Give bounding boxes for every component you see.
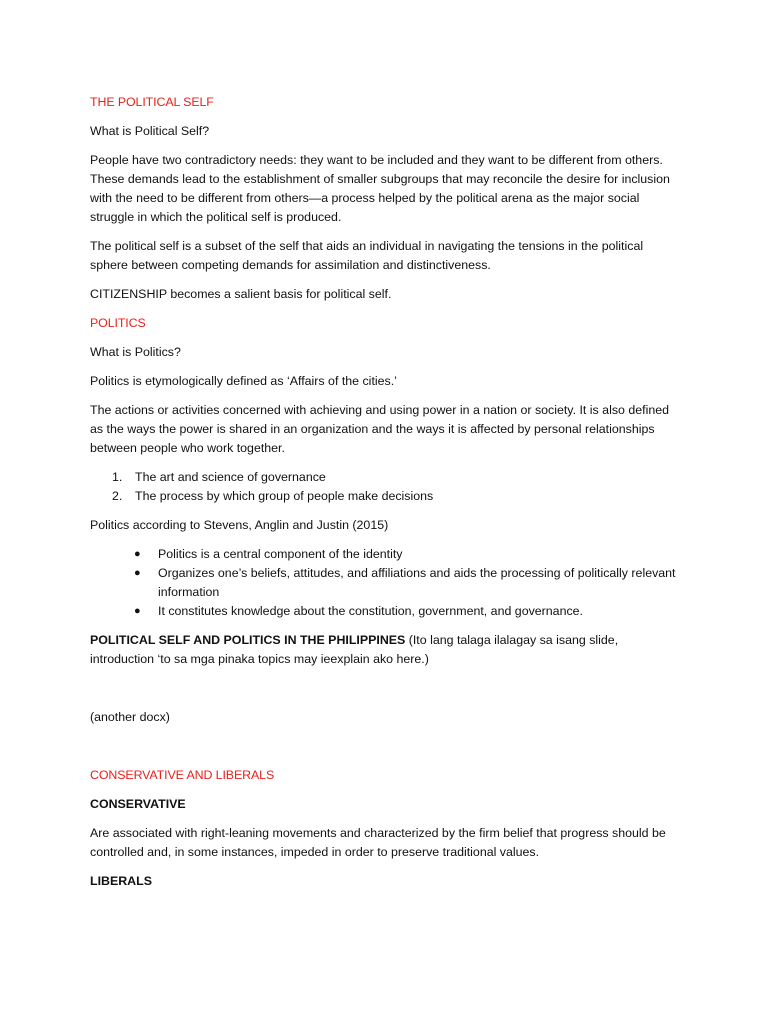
paragraph-political-self-philippines [90,631,678,669]
list-item-text: Politics is a central component of the identity [158,547,403,561]
list-item-text: The art and science of governance [135,470,326,484]
note-text: (Ito lang talaga ilalagay sa isang slide, introduction ‘to sa mga pinaka topics may ieexplain ako here.) [90,633,619,666]
paragraph-contradictory-needs: People have two contradictory needs: they want to be included and they want to be different from others. These demands lead to the establishment of smaller subgroups that may reconcile the desire for inclusion with the need to be different from others—a process helped by the political arena as the major social struggle in which the political self is produced. [90,153,670,224]
bullet-list-item [90,602,678,621]
list-item-text: The process by which group of people make decisions [135,489,434,503]
section-heading-politics: POLITICS [90,316,146,330]
question-political-self: What is Political Self? [90,124,210,138]
numbered-list [90,468,678,506]
bullet-list-item [90,564,678,602]
heading-political-self-philippines: POLITICAL SELF AND POLITICS IN THE PHILIPPINES [90,633,406,647]
list-number: 1. [112,470,123,484]
paragraph-another-docx: (another docx) [90,710,170,724]
blank-line [90,737,678,766]
bullet-icon: ● [134,548,141,560]
paragraph-stevens-anglin-justin: Politics according to Stevens, Anglin and Justin (2015) [90,518,389,532]
question-politics: What is Politics? [90,345,181,359]
bullet-icon: ● [134,605,141,617]
numbered-list-item [90,487,678,506]
paragraph-citizenship: CITIZENSHIP becomes a salient basis for political self. [90,287,392,301]
bullet-list-item [90,545,678,564]
paragraph-politics-definition: The actions or activities concerned with achieving and using power in a nation or society. It is also defined as the ways the power is shared in an organization and the ways it is affected by personal relationships between people who work together. [90,403,670,455]
paragraph-etymology: Politics is etymologically defined as ‘Affairs of the cities.’ [90,374,397,388]
bullet-icon: ● [134,567,141,579]
section-heading-political-self: THE POLITICAL SELF [90,95,214,109]
list-item-text: It constitutes knowledge about the constitution, government, and governance. [158,604,583,618]
numbered-list-item [90,468,678,487]
paragraph-political-self-definition: The political self is a subset of the self that aids an individual in navigating the tensions in the political sphere between competing demands for assimilation and distinctiveness. [90,239,644,272]
list-item-text: Organizes one’s beliefs, attitudes, and affiliations and aids the processing of politically relevant information [158,566,676,599]
bullet-list [90,545,678,621]
subheading-conservative: CONSERVATIVE [90,797,186,811]
list-number: 2. [112,489,123,503]
subheading-liberals: LIBERALS [90,874,152,888]
paragraph-conservative-definition: Are associated with right-leaning movements and characterized by the firm belief that progress should be controlled and, in some instances, impeded in order to preserve traditional values. [90,826,666,859]
blank-line [90,679,678,708]
section-heading-conservative-liberals: CONSERVATIVE AND LIBERALS [90,768,275,782]
